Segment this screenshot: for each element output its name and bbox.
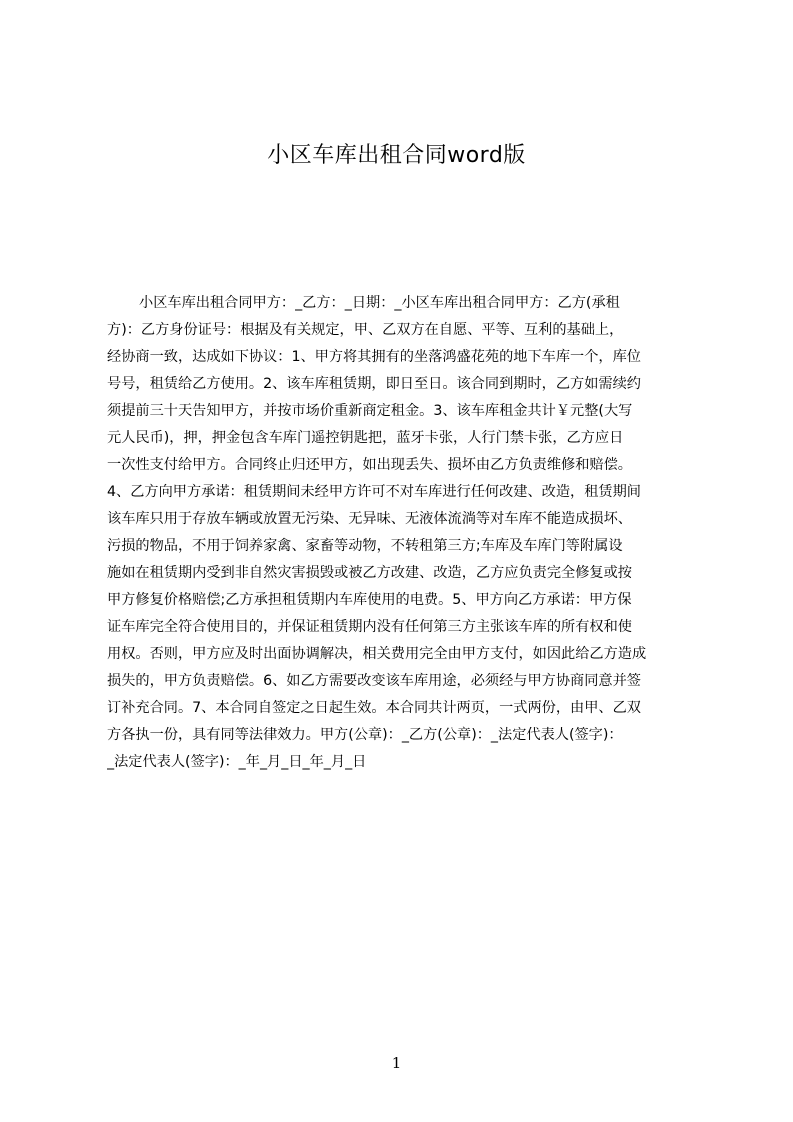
body-line: 证车库完全符合使用目的，并保证租赁期内没有任何第三方主张该车库的所有权和使 [107,619,632,635]
body-line: 元人民币)，押，押金包含车库门遥控钥匙把，蓝牙卡张，人行门禁卡张，乙方应日 [107,430,624,446]
body-line: 订补充合同。7、本合同自签定之日起生效。本合同共计两页，一式两份，由甲、乙双 [107,700,641,716]
body-line: 用权。否则，甲方应及时出面协调解决，相关费用完全由甲方支付，如因此给乙方造成 [107,646,647,662]
contract-body [107,290,696,770]
body-line: 该车库只用于存放车辆或放置无污染、无异味、无液体流淌等对车库不能造成损坏、 [107,511,632,527]
body-line: 污损的物品，不用于饲养家禽、家畜等动物，不转租第三方;车库及车库门等附属设 [107,538,623,554]
body-line: 甲方修复价格赔偿;乙方承担租赁期内车库使用的电费。5、甲方向乙方承诺：甲方保 [107,592,632,608]
body-line: 4、乙方向甲方承诺：租赁期间未经甲方许可不对车库进行任何改建、改造，租赁期间 [107,484,641,500]
body-line: 方)：乙方身份证号：根据及有关规定，甲、乙双方在自愿、平等、互利的基础上， [107,322,624,338]
body-line: 施如在租赁期内受到非自然灾害损毁或被乙方改建、改造，乙方应负责完全修复或按 [107,565,632,581]
body-line: 损失的，甲方负责赔偿。6、如乙方需要改变该车库用途，必须经与甲方协商同意并签 [107,673,641,689]
body-line: 一次性支付给甲方。合同终止归还甲方，如出现丢失、损坏由乙方负责维修和赔偿。 [107,457,632,473]
body-line: 须提前三十天告知甲方，并按市场价重新商定租金。3、该车库租金共计￥元整(大写 [107,403,633,419]
body-line: _法定代表人(签字)：_年_月_日_年_月_日 [107,754,367,770]
body-line: 方各执一份，具有同等法律效力。甲方(公章)：_乙方(公章)：_法定代表人(签字)： [107,727,623,743]
body-line: 号号，租赁给乙方使用。2、该车库租赁期，即日至日。该合同到期时，乙方如需续约 [107,376,641,392]
body-line: 经协商一致，达成如下协议：1、甲方将其拥有的坐落鸿盛花苑的地下车库一个，库位 [107,349,641,365]
page-number: 1 [391,1054,402,1072]
document-title: 小区车库出租合同word版 [267,143,526,168]
body-line: 小区车库出租合同甲方：_乙方：_日期：_小区车库出租合同甲方：乙方(承租 [139,295,620,311]
